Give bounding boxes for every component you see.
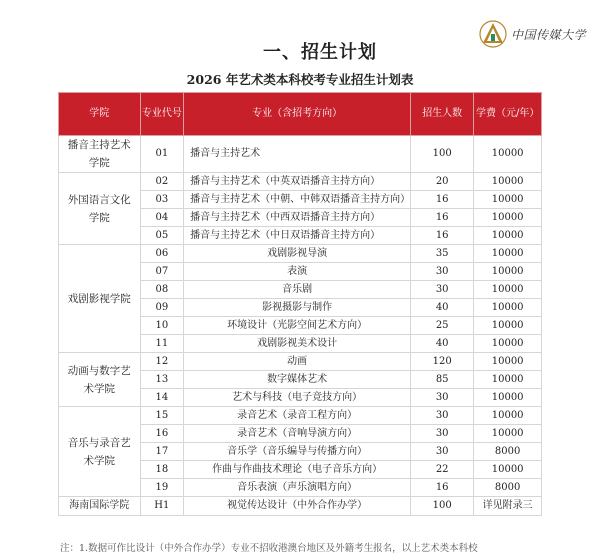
code-cell: 12 [140, 353, 183, 371]
fee-cell: 8000 [474, 479, 542, 497]
fee-cell: 10000 [474, 209, 542, 227]
fee-cell: 10000 [474, 263, 542, 281]
fee-cell: 10000 [474, 191, 542, 209]
major-cell: 播音与主持艺术（中西双语播音主持方向） [184, 209, 411, 227]
code-cell: 03 [140, 191, 183, 209]
quota-cell: 40 [411, 335, 474, 353]
quota-cell: 30 [411, 263, 474, 281]
header-college: 学院 [59, 93, 141, 136]
fee-cell: 10000 [474, 461, 542, 479]
quota-cell: 35 [411, 245, 474, 263]
quota-cell: 30 [411, 389, 474, 407]
header-code: 专业代号 [140, 93, 183, 136]
fee-cell: 10000 [474, 371, 542, 389]
code-cell: 17 [140, 443, 183, 461]
fee-cell: 10000 [474, 317, 542, 335]
quota-cell: 85 [411, 371, 474, 389]
major-cell: 动画 [184, 353, 411, 371]
university-logo [478, 14, 596, 54]
university-emblem-icon [478, 19, 508, 49]
header-quota: 招生人数 [411, 93, 474, 136]
code-cell: 09 [140, 299, 183, 317]
college-cell: 播音主持艺术学院 [59, 136, 141, 173]
quota-cell: 25 [411, 317, 474, 335]
table-header-row [59, 93, 542, 136]
code-cell: 07 [140, 263, 183, 281]
code-cell: 14 [140, 389, 183, 407]
code-cell: 11 [140, 335, 183, 353]
major-cell: 录音艺术（录音工程方向） [184, 407, 411, 425]
code-cell: 05 [140, 227, 183, 245]
section-title: 一、招生计划 [263, 42, 377, 63]
table-row [59, 136, 542, 173]
college-cell: 音乐与录音艺术学院 [59, 407, 141, 497]
quota-cell: 120 [411, 353, 474, 371]
quota-cell: 16 [411, 209, 474, 227]
fee-cell: 10000 [474, 299, 542, 317]
college-cell: 外国语言文化学院 [59, 173, 141, 245]
quota-cell: 30 [411, 425, 474, 443]
major-cell: 音乐学（音乐编导与传播方向） [184, 443, 411, 461]
major-cell: 作曲与作曲技术理论（电子音乐方向） [184, 461, 411, 479]
fee-cell: 10000 [474, 407, 542, 425]
code-cell: 19 [140, 479, 183, 497]
quota-cell: 30 [411, 407, 474, 425]
quota-cell: 22 [411, 461, 474, 479]
code-cell: 02 [140, 173, 183, 191]
fee-cell: 10000 [474, 335, 542, 353]
fee-cell: 10000 [474, 389, 542, 407]
major-cell: 艺术与科技（电子竞技方向） [184, 389, 411, 407]
table-row [59, 173, 542, 191]
table-row [59, 245, 542, 263]
fee-cell: 10000 [474, 245, 542, 263]
quota-cell: 16 [411, 479, 474, 497]
major-cell: 播音与主持艺术（中朝、中韩双语播音主持方向） [184, 191, 411, 209]
quota-cell: 16 [411, 191, 474, 209]
code-cell: H1 [140, 497, 183, 516]
major-cell: 播音与主持艺术（中英双语播音主持方向） [184, 173, 411, 191]
major-cell: 表演 [184, 263, 411, 281]
table-row [59, 407, 542, 425]
code-cell: 04 [140, 209, 183, 227]
code-cell: 16 [140, 425, 183, 443]
fee-cell: 10000 [474, 353, 542, 371]
major-cell: 播音与主持艺术 [184, 136, 411, 173]
major-cell: 录音艺术（音响导演方向） [184, 425, 411, 443]
fee-cell: 8000 [474, 443, 542, 461]
table-row [59, 353, 542, 371]
logo-text: 中国传媒大学 [511, 27, 587, 42]
major-cell: 播音与主持艺术（中日双语播音主持方向） [184, 227, 411, 245]
code-cell: 15 [140, 407, 183, 425]
major-cell: 音乐表演（声乐演唱方向） [184, 479, 411, 497]
code-cell: 10 [140, 317, 183, 335]
header-fee: 学费（元/年） [474, 93, 542, 136]
code-cell: 13 [140, 371, 183, 389]
quota-cell: 20 [411, 173, 474, 191]
code-cell: 06 [140, 245, 183, 263]
footer-note: 注：1.数据可作比设计（中外合作办学）专业不招收港澳台地区及外籍考生报名，以上艺术类本科校 [60, 543, 478, 554]
major-cell: 音乐剧 [184, 281, 411, 299]
quota-cell: 40 [411, 299, 474, 317]
quota-cell: 16 [411, 227, 474, 245]
major-cell: 戏剧影视导演 [184, 245, 411, 263]
quota-cell: 100 [411, 136, 474, 173]
header-major: 专业（含招考方向） [184, 93, 411, 136]
table-title: 2026 年艺术类本科校考专业招生计划表 [186, 72, 414, 87]
quota-cell: 30 [411, 443, 474, 461]
quota-cell: 30 [411, 281, 474, 299]
fee-cell: 10000 [474, 173, 542, 191]
fee-cell: 10000 [474, 227, 542, 245]
fee-cell: 10000 [474, 281, 542, 299]
major-cell: 戏剧影视美术设计 [184, 335, 411, 353]
major-cell: 视觉传达设计（中外合作办学） [184, 497, 411, 516]
fee-cell: 10000 [474, 136, 542, 173]
college-cell: 戏剧影视学院 [59, 245, 141, 353]
college-cell: 海南国际学院 [59, 497, 141, 516]
major-cell: 数字媒体艺术 [184, 371, 411, 389]
code-cell: 18 [140, 461, 183, 479]
college-cell: 动画与数字艺术学院 [59, 353, 141, 407]
major-cell: 环境设计（光影空间艺术方向） [184, 317, 411, 335]
fee-cell: 10000 [474, 425, 542, 443]
code-cell: 08 [140, 281, 183, 299]
major-cell: 影视摄影与制作 [184, 299, 411, 317]
code-cell: 01 [140, 136, 183, 173]
quota-cell: 100 [411, 497, 474, 516]
admission-plan-table [58, 92, 542, 516]
table-row [59, 497, 542, 516]
fee-cell: 详见附录三 [474, 497, 542, 516]
